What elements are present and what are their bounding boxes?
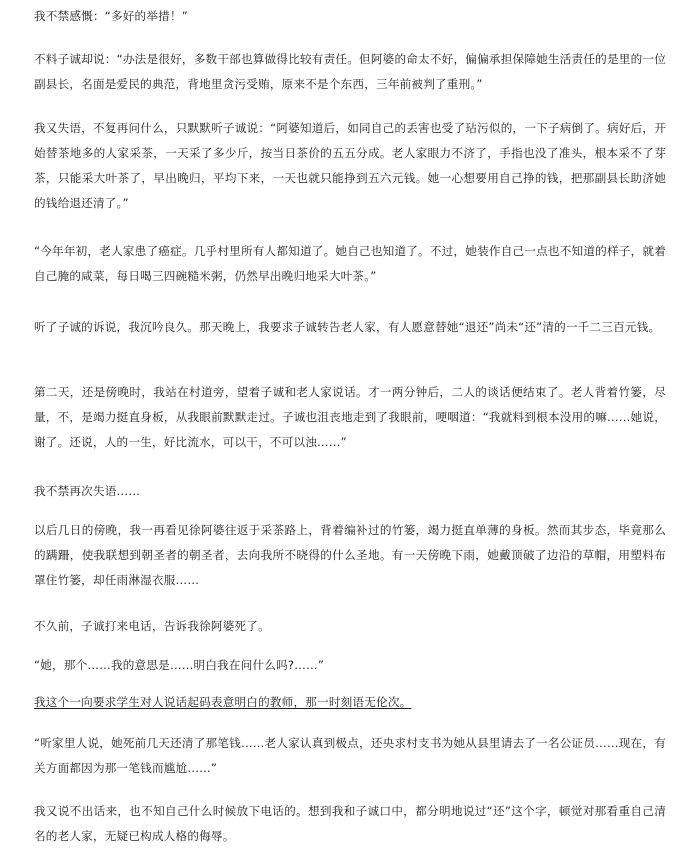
paragraph-2: 不料子诚却说：“办法是很好，多数干部也算做得比较有责任。但阿婆的命太不好，偏偏承担保障她生活责任的是里的一位副县长，名面是爱民的典范，背地里贪污受贿，原来不是个东西，三年前被判了重刑。” bbox=[34, 52, 666, 91]
paragraph-9: 不久前，子诚打来电话，告诉我徐阿婆死了。 bbox=[34, 619, 270, 633]
paragraph-5: 听了子诚的诉说，我沉吟良久。那天晚上，我要求子诚转告老人家，有人愿意替她“退还”尚未“还”清的一千二三百元钱。 bbox=[34, 320, 661, 334]
paragraph-12: “听家里人说，她死前几天还清了那笔钱……老人家认真到极点，还央求村支书为她从县里请去了一名公证员……现在，有关方面都因为那一笔钱而尴尬……” bbox=[34, 736, 666, 775]
paragraph-3: 我又失语，不复再问什么，只默默听子诚说：“阿婆知道后，如同自己的丢害也受了玷污似的，一下子病倒了。病好后，开始替茶地多的人家采茶，一天采了多少斤，按当日茶价的五五分成。老人家眼力不济了，手指也没了准头，根本采不了芽茶，只能采大叶茶了，早出晚归，平均下来，一天也就只能挣到五六元钱。她一心想要用自己挣的钱，把那副县长助济她的钱给退还清了。” bbox=[34, 121, 666, 210]
paragraph-1: 我不禁感慨：“多好的举措！” bbox=[34, 9, 188, 23]
paragraph-11: 我这个一向要求学生对人说话起码表意明白的教师，那一时刻语无伦次。 bbox=[34, 695, 412, 709]
paragraph-4: “今年年初，老人家患了癌症。几乎村里所有人都知道了。她自己也知道了。不过，她装作自己一点也不知道的样子，就着自己腌的咸菜，每日喝三四碗糙米粥，仍然早出晚归地采大叶茶。” bbox=[34, 244, 666, 283]
paragraph-10: “她，那个……我的意思是……明白我在问什么吗?……” bbox=[34, 658, 325, 672]
paragraph-8: 以后几日的傍晚，我一再看见徐阿婆往返于采茶路上，背着编补过的竹篓，竭力挺直单薄的身板。然而其步态，毕竟那么的蹒跚，使我联想到朝圣者的朝圣者，去向我所不晓得的什么圣地。有一天傍晚下雨，她戴顶破了边沿的草帽，用塑料布罩住竹篓，却任雨淋湿衣服…… bbox=[34, 523, 666, 587]
paragraph-6: 第二天，还是傍晚时，我站在村道旁，望着子诚和老人家说话。才一两分钟后，二人的谈话便结束了。老人背着竹篓，尽量，不，是竭力挺直身板，从我眼前默默走过。子诚也沮丧地走到了我眼前，哽咽道：“我就料到根本没用的嘛……她说，谢了。还说，人的一生，好比流水，可以干，不可以浊……” bbox=[34, 385, 666, 449]
paragraph-7: 我不禁再次失语…… bbox=[34, 484, 141, 498]
paragraph-13: 我又说不出话来，也不知自己什么时候放下电话的。想到我和子诚口中，都分明地说过“还”这个字，顿觉对那看重自己清名的老人家，无疑已构成人格的侮辱。 bbox=[34, 804, 666, 843]
